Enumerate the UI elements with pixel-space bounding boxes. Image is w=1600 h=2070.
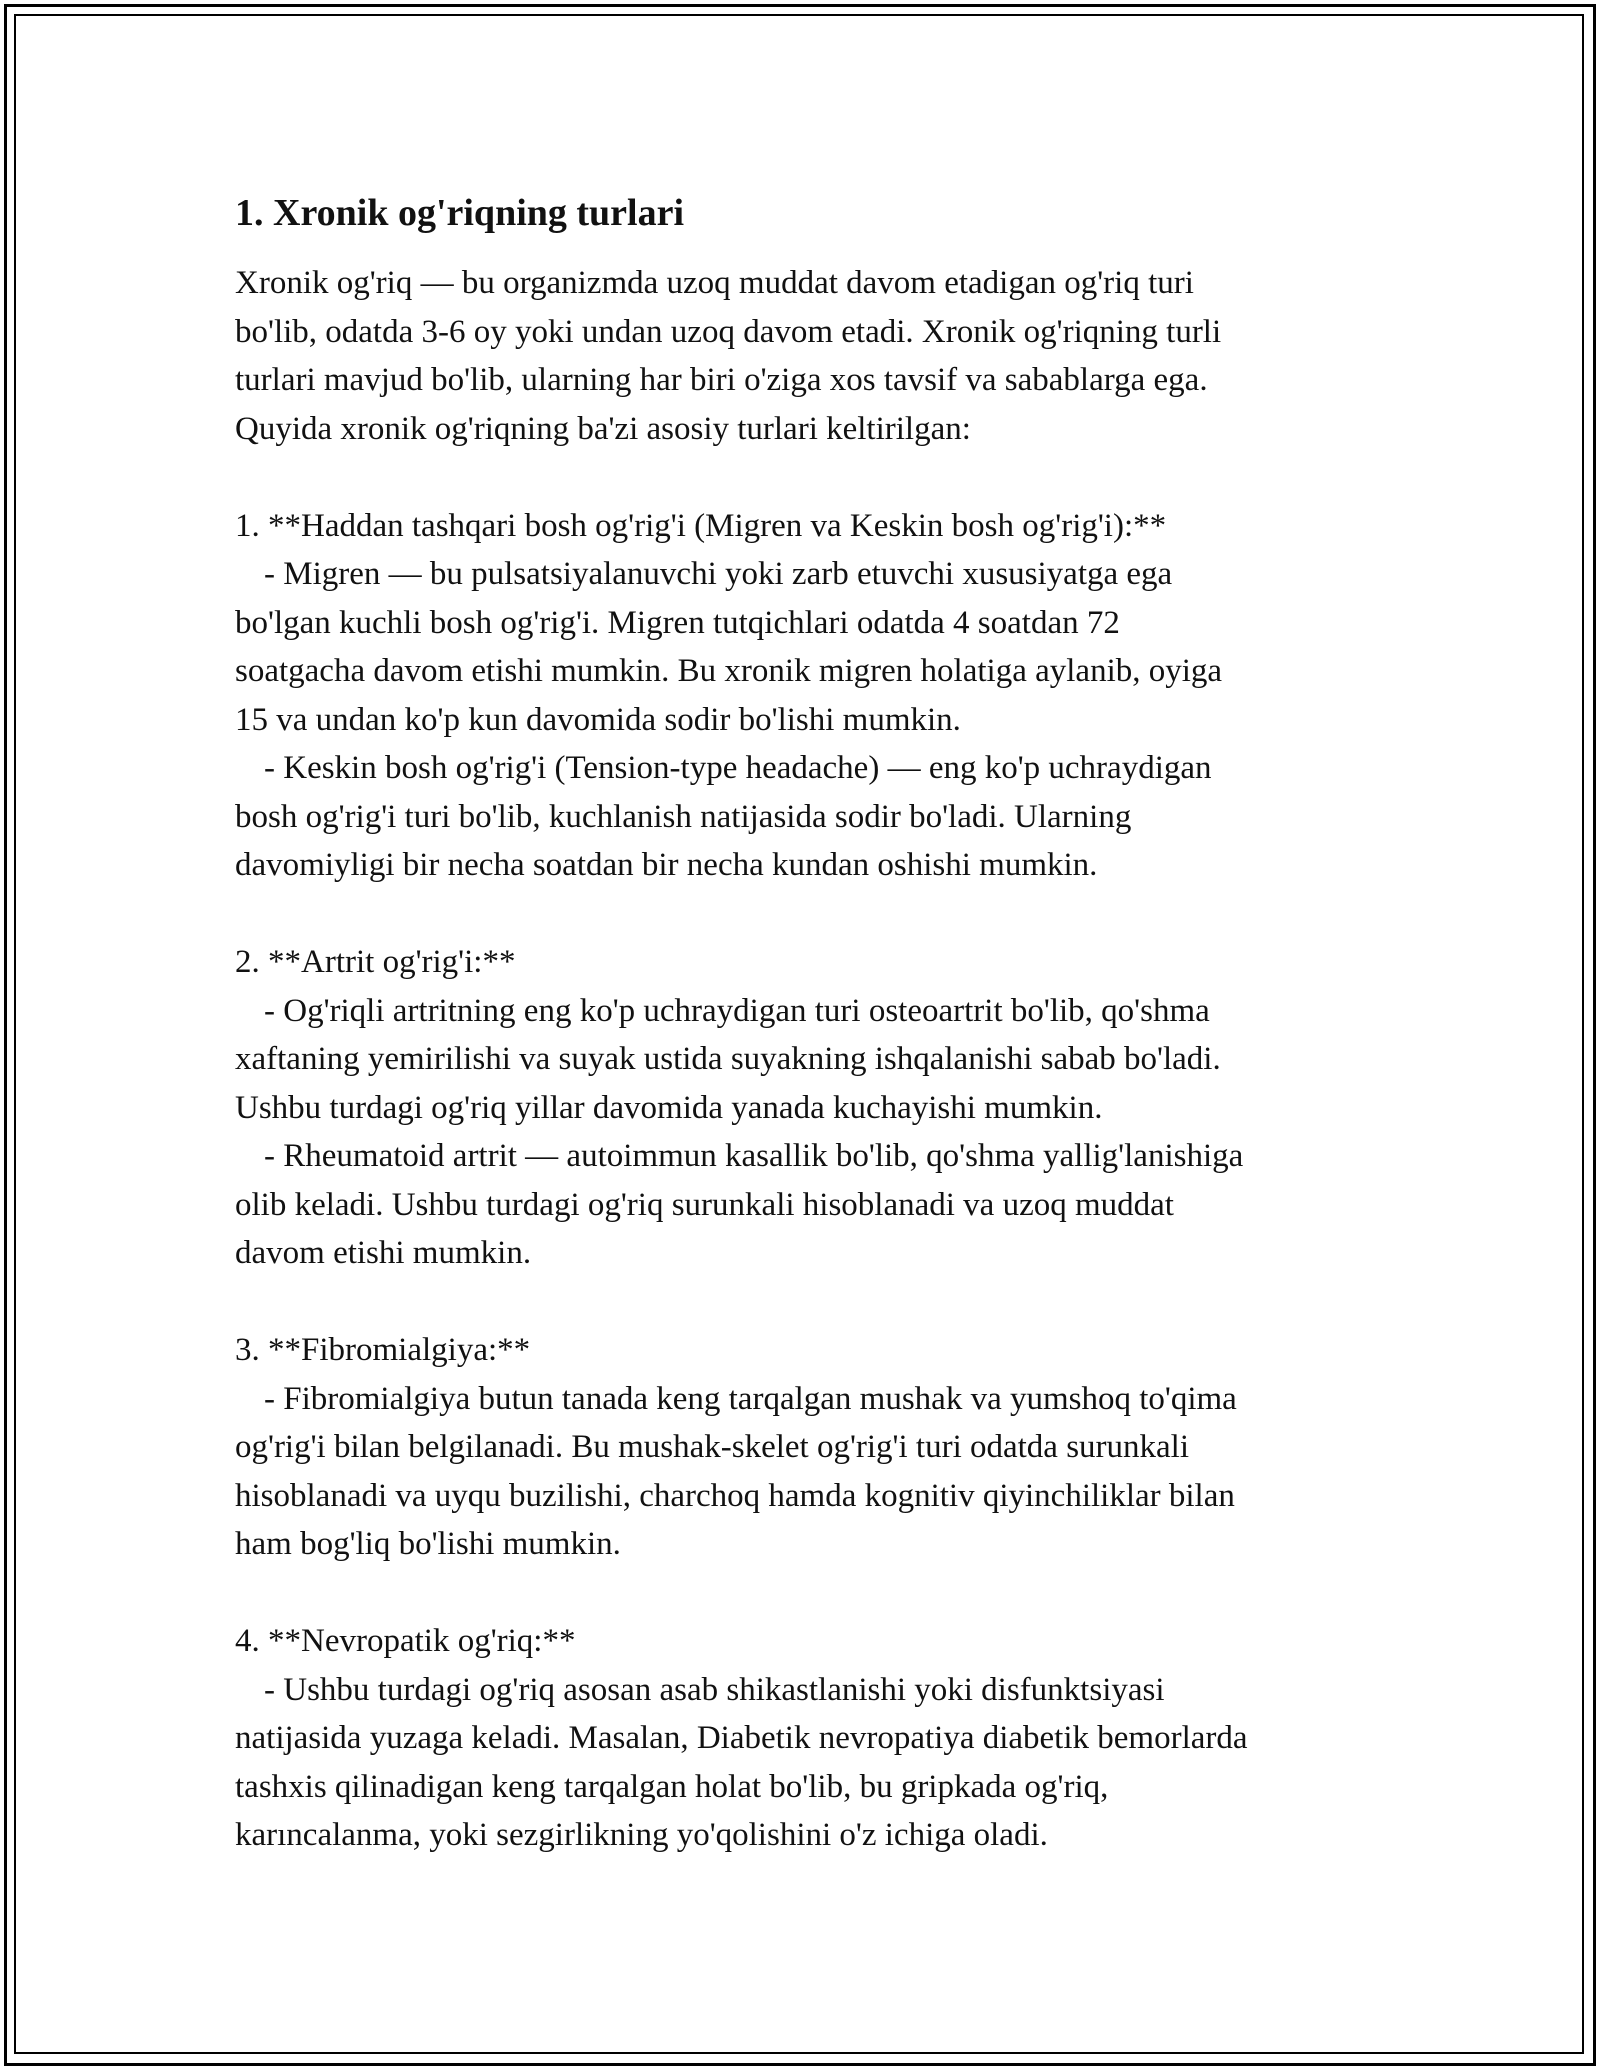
text-line: bo'lgan kuchli bosh og'rig'i. Migren tutqichlari odatda 4 soatdan 72 [235, 604, 1120, 641]
text-line: bo'lib, odatda 3-6 oy yoki undan uzoq davom etadi. Xronik og'riqning turli [235, 313, 1222, 350]
section-fibromyalgia [235, 1326, 1375, 1569]
section-heading: 4. **Nevropatik og'riq:** [235, 1623, 576, 1659]
text-line: ham bog'liq bo'lishi mumkin. [235, 1526, 621, 1562]
section-neuropathic [235, 1617, 1375, 1860]
text-line: og'rig'i bilan belgilanadi. Bu mushak-skelet og'rig'i turi odatda surunkali [235, 1429, 1190, 1465]
text-line: turlari mavjud bo'lib, ularning har biri o'ziga xos tavsif va sabablarga ega. [235, 362, 1208, 398]
text-line: hisoblanadi va uyqu buzilishi, charchoq hamda kognitiv qiyinchiliklar bilan [235, 1477, 1235, 1514]
text-line: - Og'riqli artritning eng ko'p uchraydigan turi osteoartrit bo'lib, qo'shma [264, 992, 1210, 1029]
text-line: bosh og'rig'i turi bo'lib, kuchlanish natijasida sodir bo'ladi. Ularning [235, 798, 1132, 835]
section-arthritis [235, 938, 1375, 1278]
intro-paragraph [235, 259, 1375, 453]
text-line: soatgacha davom etishi mumkin. Bu xronik migren holatiga aylanib, oyiga [235, 653, 1223, 689]
text-line: - Keskin bosh og'rig'i (Tension-type headache) — eng ko'p uchraydigan [264, 750, 1212, 786]
text-line: Quyida xronik og'riqning ba'zi asosiy turlari keltirilgan: [235, 410, 971, 447]
text-line: - Rheumatoid artrit — autoimmun kasallik bo'lib, qo'shma yallig'lanishiga [264, 1138, 1244, 1174]
document-body [235, 185, 1375, 1908]
text-line: tashxis qilinadigan keng tarqalgan holat bo'lib, bu gripkada og'riq, [235, 1768, 1109, 1805]
section-heading: 3. **Fibromialgiya:** [235, 1332, 531, 1368]
section-heading: 2. **Artrit og'rig'i:** [235, 944, 516, 980]
document-title: 1. Xronik og'riqning turlari [235, 192, 685, 234]
text-line: Xronik og'riq — bu organizmda uzoq muddat davom etadigan og'riq turi [235, 265, 1194, 301]
text-line: karıncalanma, yoki sezgirlikning yo'qolishini o'z ichiga oladi. [235, 1817, 1048, 1853]
text-line: 15 va undan ko'p kun davomida sodir bo'lishi mumkin. [235, 701, 961, 738]
text-line: Ushbu turdagi og'riq yillar davomida yanada kuchayishi mumkin. [235, 1089, 1103, 1126]
text-line: natijasida yuzaga keladi. Masalan, Diabetik nevropatiya diabetik bemorlarda [235, 1720, 1248, 1756]
text-line: davomiyligi bir necha soatdan bir necha kundan oshishi mumkin. [235, 847, 1098, 883]
text-line: xaftaning yemirilishi va suyak ustida suyakning ishqalanishi sabab bo'ladi. [235, 1041, 1221, 1077]
text-line: - Fibromialgiya butun tanada keng tarqalgan mushak va yumshoq to'qima [264, 1380, 1237, 1417]
text-line: - Migren — bu pulsatsiyalanuvchi yoki zarb etuvchi xususiyatga ega [264, 556, 1173, 592]
text-line: olib keladi. Ushbu turdagi og'riq surunkali hisoblanadi va uzoq muddat [235, 1186, 1174, 1223]
text-line: davom etishi mumkin. [235, 1235, 532, 1271]
section-headaches [235, 502, 1375, 890]
text-line: - Ushbu turdagi og'riq asosan asab shikastlanishi yoki disfunktsiyasi [264, 1671, 1165, 1708]
section-heading: 1. **Haddan tashqari bosh og'rig'i (Migren va Keskin bosh og'rig'i):** [235, 507, 1167, 544]
